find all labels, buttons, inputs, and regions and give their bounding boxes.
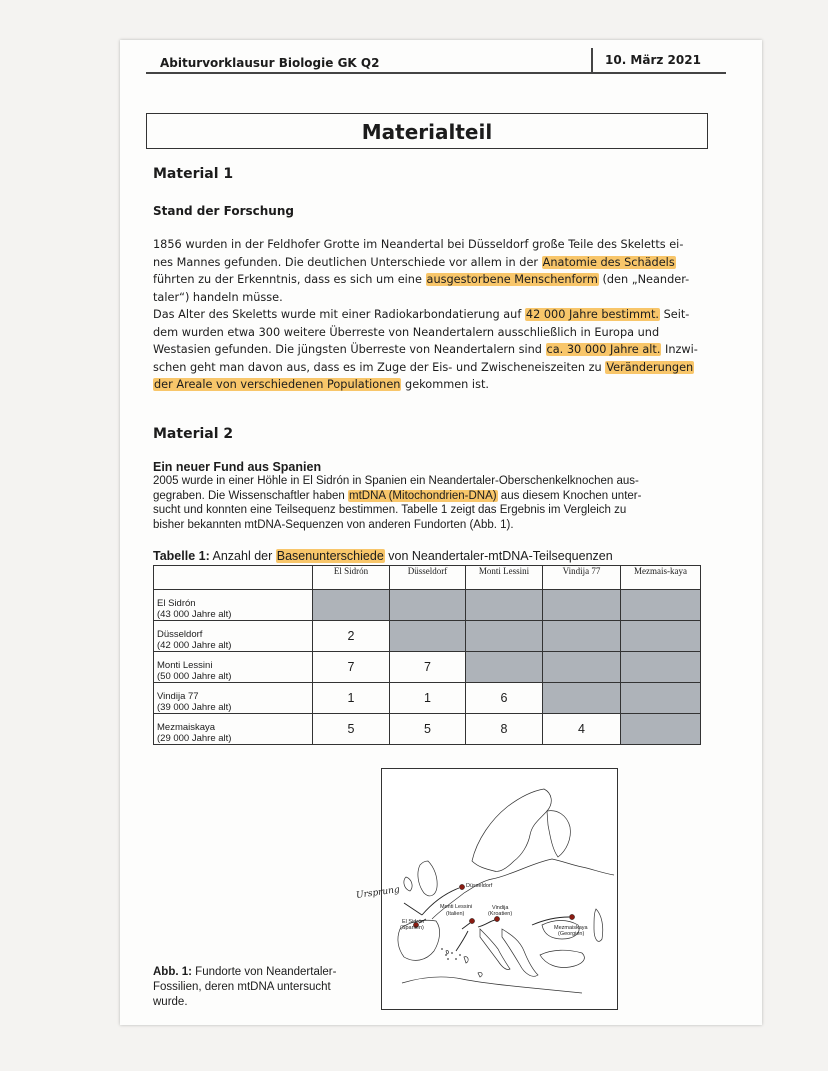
row-site-age: (39 000 Jahre alt) bbox=[157, 702, 232, 713]
exam-date: 10. März 2021 bbox=[605, 53, 701, 67]
row-site-age: (43 000 Jahre alt) bbox=[157, 609, 232, 620]
table-value-cell: 7 bbox=[313, 652, 390, 683]
row-site-age: (42 000 Jahre alt) bbox=[157, 640, 232, 651]
figure-caption-text: Fundorte von Neandertaler-Fossilien, deren mtDNA untersucht wurde. bbox=[153, 966, 337, 1008]
arrow-to-monti-lessini bbox=[462, 923, 470, 929]
label-vindija: Vindija bbox=[492, 905, 509, 911]
text-segment: schen geht man davon aus, dass es im Zuge der Eis- und Zwischeneiszeiten zu bbox=[153, 360, 606, 374]
table-column-header: El Sidrón bbox=[313, 566, 390, 590]
row-site-name: Mezmaiskaya bbox=[157, 722, 216, 733]
highlighted-phrase: der Areale von verschiedenen Populationen bbox=[154, 378, 401, 391]
text-segment: 2005 wurde in einer Höhle in El Sidrón in Spanien ein Neandertaler-Oberschenkelknochen aus- bbox=[153, 475, 639, 487]
table-shaded-cell bbox=[621, 590, 701, 621]
header-rule bbox=[146, 72, 726, 74]
text-segment: führten zu der Erkenntnis, dass es sich um eine bbox=[153, 273, 426, 286]
finland-outline bbox=[547, 811, 570, 857]
table-row bbox=[154, 590, 701, 621]
highlighted-phrase: ca. 30 000 Jahre alt. bbox=[546, 343, 661, 356]
figure-caption bbox=[153, 965, 368, 1010]
table-value-cell: 2 bbox=[313, 621, 390, 652]
label-mezmaiskaya-country: (Georgien) bbox=[558, 931, 585, 937]
text-segment: gegraben. Die Wissenschaftler haben bbox=[153, 489, 348, 502]
arrow-to-south bbox=[456, 931, 468, 951]
course-title: Abiturvorklausur Biologie GK Q2 bbox=[160, 56, 380, 70]
row-label-cell bbox=[154, 621, 313, 652]
table-shaded-cell bbox=[543, 621, 621, 652]
table-row bbox=[154, 621, 701, 652]
table-shaded-cell bbox=[390, 621, 466, 652]
table-value-cell: 1 bbox=[390, 683, 466, 714]
continent-coast bbox=[432, 859, 614, 919]
table-row bbox=[154, 683, 701, 714]
label-duesseldorf: Düsseldorf bbox=[466, 883, 493, 889]
row-site-name: Düsseldorf bbox=[157, 629, 203, 640]
material1-text bbox=[153, 236, 713, 394]
table-caption-post: von Neandertaler-mtDNA-Teilsequenzen bbox=[384, 549, 613, 563]
table-caption bbox=[153, 549, 613, 563]
material1-heading: Material 1 bbox=[153, 166, 234, 182]
label-monti-lessini-country: (Italien) bbox=[446, 911, 465, 917]
text-segment: sucht und konnten eine Teilsequenz bestimmen. Tabelle 1 zeigt das Ergebnis im Vergleich zu bbox=[153, 504, 627, 516]
text-line bbox=[153, 271, 713, 289]
material1-subheading: Stand der Forschung bbox=[153, 204, 294, 218]
text-segment: nes Mannes gefunden. Die deutlichen Unterschiede vor allem in der bbox=[153, 255, 542, 269]
text-segment: bisher bekannten mtDNA-Sequenzen von anderen Fundorten (Abb. 1). bbox=[153, 518, 514, 531]
site-vindija-dot bbox=[494, 916, 499, 921]
text-line bbox=[153, 503, 713, 518]
base-differences-table bbox=[153, 565, 701, 745]
text-segment: Inzwi- bbox=[661, 343, 698, 356]
table-column-header: Monti Lessini bbox=[466, 566, 543, 590]
highlighted-phrase: Veränderungen bbox=[606, 360, 694, 374]
arrow-to-mezmaiskaya bbox=[532, 917, 569, 925]
handwritten-origin-note: Ursprung bbox=[355, 884, 401, 902]
row-site-age: (29 000 Jahre alt) bbox=[157, 733, 232, 744]
table-column-header: Mezmais-kaya bbox=[621, 566, 701, 590]
text-line bbox=[153, 324, 713, 342]
site-monti-lessini-dot bbox=[469, 918, 474, 923]
text-line bbox=[153, 254, 713, 272]
table-shaded-cell bbox=[466, 621, 543, 652]
row-label-cell bbox=[154, 590, 313, 621]
table-caption-pre: Anzahl der bbox=[209, 549, 276, 563]
table-shaded-cell bbox=[621, 683, 701, 714]
label-vindija-country: (Kroatien) bbox=[488, 911, 513, 917]
material2-text bbox=[153, 474, 713, 532]
table-shaded-cell bbox=[543, 590, 621, 621]
table-shaded-cell bbox=[543, 683, 621, 714]
table-shaded-cell bbox=[621, 621, 701, 652]
material2-heading: Material 2 bbox=[153, 426, 234, 442]
row-site-age: (50 000 Jahre alt) bbox=[157, 671, 232, 682]
table-shaded-cell bbox=[390, 590, 466, 621]
text-line bbox=[153, 341, 713, 359]
table-column-header: Vindija 77 bbox=[543, 566, 621, 590]
text-line bbox=[153, 306, 713, 324]
fossil-sites-map bbox=[381, 768, 618, 1010]
text-segment: gekommen ist. bbox=[401, 378, 489, 391]
table-column-header: Düsseldorf bbox=[390, 566, 466, 590]
row-label-cell bbox=[154, 714, 313, 745]
turkey-outline bbox=[540, 950, 584, 967]
table-row bbox=[154, 714, 701, 745]
material2-subheading: Ein neuer Fund aus Spanien bbox=[153, 460, 322, 474]
table-shaded-cell bbox=[313, 590, 390, 621]
origin-pointer bbox=[404, 903, 422, 915]
table-shaded-cell bbox=[543, 652, 621, 683]
text-segment: Das Alter des Skeletts wurde mit einer Radiokarbondatierung auf bbox=[153, 308, 525, 321]
mediterranean-islands bbox=[446, 950, 482, 977]
text-segment: 1856 wurden in der Feldhofer Grotte im Neandertal bei Düsseldorf große Teile des Skeletts ei- bbox=[153, 238, 684, 251]
page-title: Materialteil bbox=[146, 113, 708, 149]
text-segment: taler“) handeln müsse. bbox=[153, 290, 283, 304]
table-header-row bbox=[154, 566, 701, 590]
table-value-cell: 8 bbox=[466, 714, 543, 745]
table-value-cell: 7 bbox=[390, 652, 466, 683]
label-el-sidron: El Sidrón bbox=[402, 919, 425, 925]
table-row bbox=[154, 652, 701, 683]
table-caption-label: Tabelle 1: bbox=[153, 549, 210, 563]
label-monti-lessini: Monti Lessini bbox=[440, 904, 473, 910]
table-shaded-cell bbox=[621, 652, 701, 683]
scandinavia-outline bbox=[472, 789, 551, 871]
text-segment: (den „Neander- bbox=[598, 273, 690, 286]
highlighted-phrase: mtDNA (Mitochondrien-DNA) bbox=[348, 489, 497, 502]
figure-caption-label: Abb. 1: bbox=[153, 966, 192, 978]
text-segment: Seit- bbox=[659, 308, 690, 321]
europe-map-svg bbox=[382, 769, 617, 1009]
label-mezmaiskaya: Mezmaiskaya bbox=[554, 925, 588, 931]
table-shaded-cell bbox=[466, 652, 543, 683]
row-site-name: Vindija 77 bbox=[157, 691, 199, 702]
text-line bbox=[153, 518, 713, 533]
table-value-cell: 5 bbox=[313, 714, 390, 745]
table-value-cell: 5 bbox=[390, 714, 466, 745]
table-value-cell: 1 bbox=[313, 683, 390, 714]
text-line bbox=[153, 489, 713, 504]
highlighted-phrase: ausgestorbene Menschenform bbox=[426, 273, 598, 286]
text-segment: Westasien gefunden. Die jüngsten Überreste von Neandertalern sind bbox=[153, 343, 546, 356]
text-line bbox=[153, 236, 713, 254]
site-mezmaiskaya-dot bbox=[569, 914, 574, 919]
row-site-name: El Sidrón bbox=[157, 598, 196, 609]
header-separator bbox=[591, 48, 593, 73]
table-shaded-cell bbox=[621, 714, 701, 745]
row-site-name: Monti Lessini bbox=[157, 660, 213, 671]
text-line bbox=[153, 359, 713, 377]
british-isles-outline bbox=[404, 861, 437, 896]
site-duesseldorf-dot bbox=[459, 884, 464, 889]
row-label-cell bbox=[154, 652, 313, 683]
text-segment: aus diesem Knochen unter- bbox=[497, 489, 642, 502]
italy-outline bbox=[480, 929, 510, 970]
row-label-cell bbox=[154, 683, 313, 714]
table-shaded-cell bbox=[466, 590, 543, 621]
table-value-cell: 4 bbox=[543, 714, 621, 745]
table-caption-highlight: Basenunterschiede bbox=[276, 549, 384, 563]
label-el-sidron-country: (Spanien) bbox=[400, 925, 424, 931]
highlighted-phrase: 42 000 Jahre bestimmt. bbox=[525, 308, 659, 321]
caspian-outline bbox=[594, 909, 603, 941]
table-value-cell: 6 bbox=[466, 683, 543, 714]
highlighted-phrase: Anatomie des Schädels bbox=[542, 255, 675, 269]
north-africa-coast bbox=[402, 977, 582, 993]
arrow-to-vindija bbox=[478, 920, 495, 927]
text-line bbox=[153, 376, 713, 394]
text-line bbox=[153, 474, 713, 489]
text-segment: dem wurden etwa 300 weitere Überreste von Neandertalern ausschließlich in Europa und bbox=[153, 325, 660, 339]
text-line bbox=[153, 289, 713, 307]
table-corner-cell bbox=[154, 566, 313, 590]
